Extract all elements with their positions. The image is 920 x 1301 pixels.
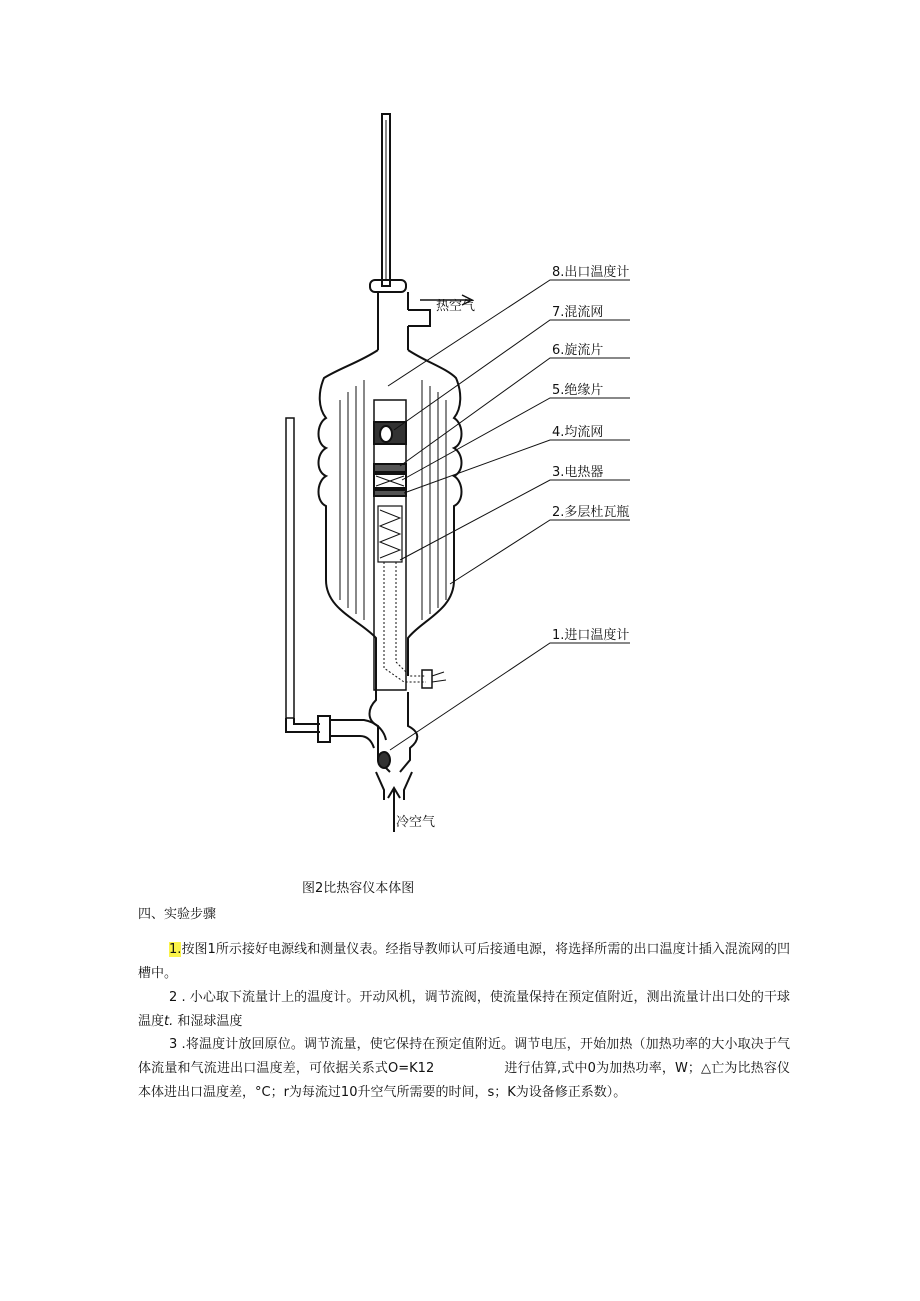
step-2-text: . 小心取下流量计上的温度计。开动风机，调节流阀，使流量保持在预定值附近，测出流量计出口处的干球温度	[138, 990, 790, 1029]
hot-air-outlet-pipe	[408, 310, 430, 326]
label-heater: 3.电热器	[552, 465, 604, 480]
heater-wires	[384, 562, 426, 682]
label-cold-air: 冷空气	[396, 815, 436, 830]
label-insulation-plate: 5.绝缘片	[552, 383, 604, 398]
step-1	[138, 938, 790, 986]
inlet-thermometer-bulb	[378, 752, 390, 768]
step-3-gap-text: 进行估算,	[504, 1061, 562, 1076]
bottle-neck	[378, 292, 408, 350]
specific-heat-apparatus-diagram	[260, 100, 660, 840]
label-dewar: 2.多层杜瓦瓶	[552, 505, 630, 520]
label-outlet-thermometer: 8.出口温度计	[552, 265, 630, 280]
label-hot-air: 热空气	[436, 299, 476, 314]
label-swirl-plate: 6.旋流片	[552, 343, 604, 358]
step-2-number: 2	[169, 990, 178, 1005]
step-3-text: .将温度计放回原位。调节流量，使它保持在预定值附近。调节电压，开始加热（加热功率的大小取决于气体流量和气流进出口温度差，可依据关系式O=K12	[138, 1037, 790, 1076]
step-3-number: 3	[169, 1037, 178, 1052]
label-inlet-thermometer: 1.进口温度计	[552, 628, 630, 643]
label-mixing-net: 7.混流网	[552, 305, 604, 320]
step-2	[138, 986, 790, 1034]
step-1-text: 按图1所示接好电源线和测量仪表。经指导教师认可后接通电源，将选择所需的出口温度计插入混流网的凹槽中。	[138, 942, 790, 981]
inlet-pipe	[286, 718, 320, 732]
uniform-net	[374, 490, 406, 496]
inlet-manometer-tube	[286, 418, 294, 718]
step-2-symbol: t.	[164, 1014, 174, 1029]
section-title: 四、实验步骤	[138, 907, 217, 922]
step-3	[138, 1033, 790, 1105]
step-3-rest: 式中0为加热功率，W；△亡为比热容仪本体进出口温度差，°C；r为每流过10升空气所需要的时间，s；K为设备修正系数）。	[138, 1061, 790, 1100]
step-2-tail: 和湿球温度	[173, 1014, 243, 1029]
label-uniform-net: 4.均流网	[552, 425, 604, 440]
figure-caption: 图2比热容仪本体图	[302, 881, 415, 896]
step-1-number: 1.	[169, 942, 182, 957]
